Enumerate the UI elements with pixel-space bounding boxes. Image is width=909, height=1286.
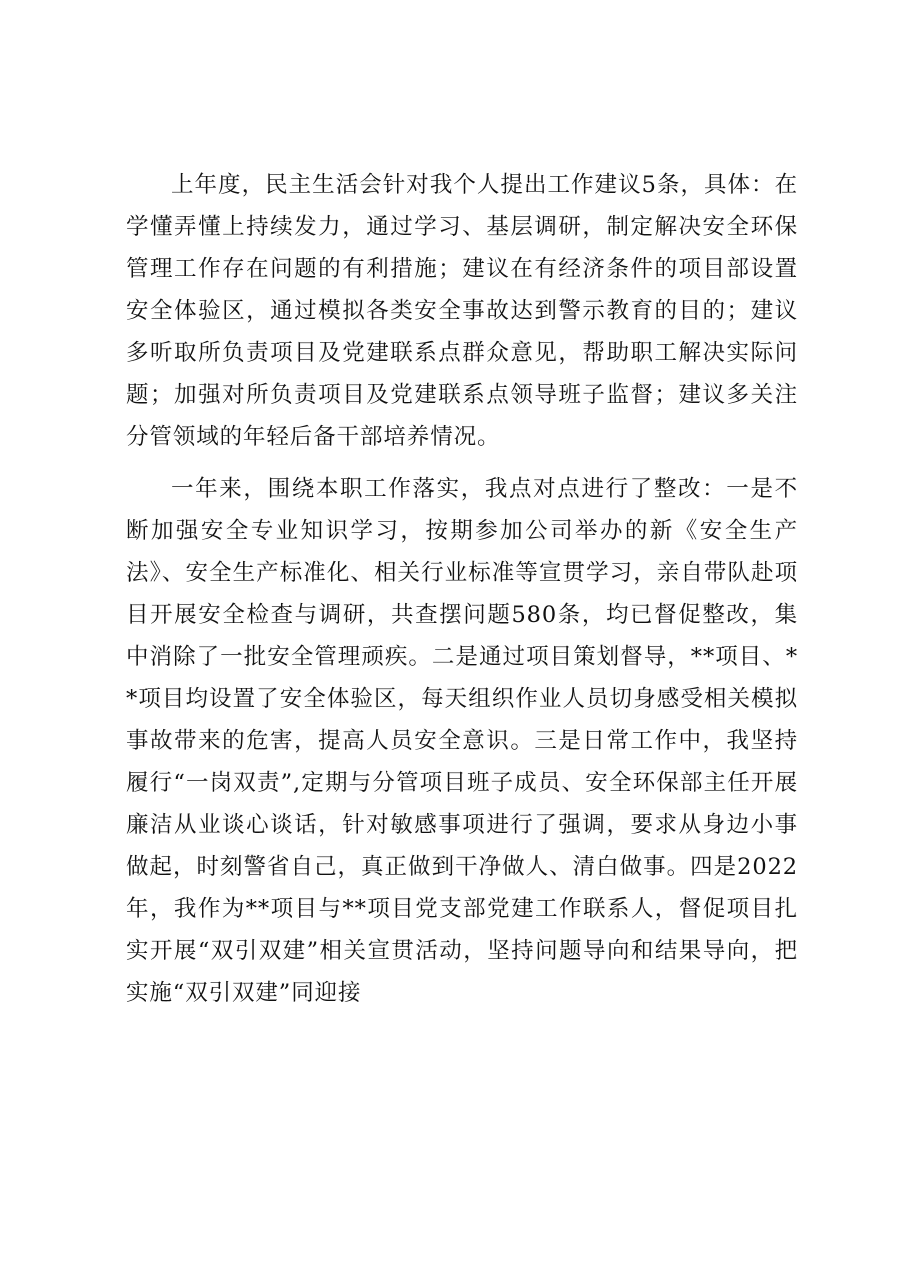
paragraph-work-suggestions: 上年度，民主生活会针对我个人提出工作建议5条，具体：在学懂弄懂上持续发力，通过学习、基层调研，制定解决安全环保管理工作存在问题的有利措施；建议在有经济条件的项目部设置安全体验区，通过模拟各类安全事故达到警示教育的目的；建议多听取所负责项目及党建联系点群众意见，帮助职工解决实际问题；加强对所负责项目及党建联系点领导班子监督；建议多关注分管领域的年轻后备干部培养情况。 — [126, 172, 798, 450]
document-body — [126, 164, 798, 1024]
paragraph-rectification: 一年来，围绕本职工作落实，我点对点进行了整改：一是不断加强安全专业知识学习，按期参加公司举办的新《安全生产法》、安全生产标准化、相关行业标准等宣贯学习，亲自带队赴项目开展安全检查与调研，共查摆问题580条，均已督促整改，集中消除了一批安全管理顽疾。二是通过项目策划督导，**项目、**项目均设置了安全体验区，每天组织作业人员切身感受相关模拟事故带来的危害，提高人员安全意识。三是日常工作中，我坚持履行“一岗双责”,定期与分管项目班子成员、安全环保部主任开展廉洁从业谈心谈话，针对敏感事项进行了强调，要求从身边小事做起，时刻警省自己，真正做到干净做人、清白做事。四是2022年，我作为**项目与**项目党支部党建工作联系人，督促项目扎实开展“双引双建”相关宣贯活动，坚持问题导向和结果导向，把实施“双引双建”同迎接 — [126, 476, 798, 1006]
